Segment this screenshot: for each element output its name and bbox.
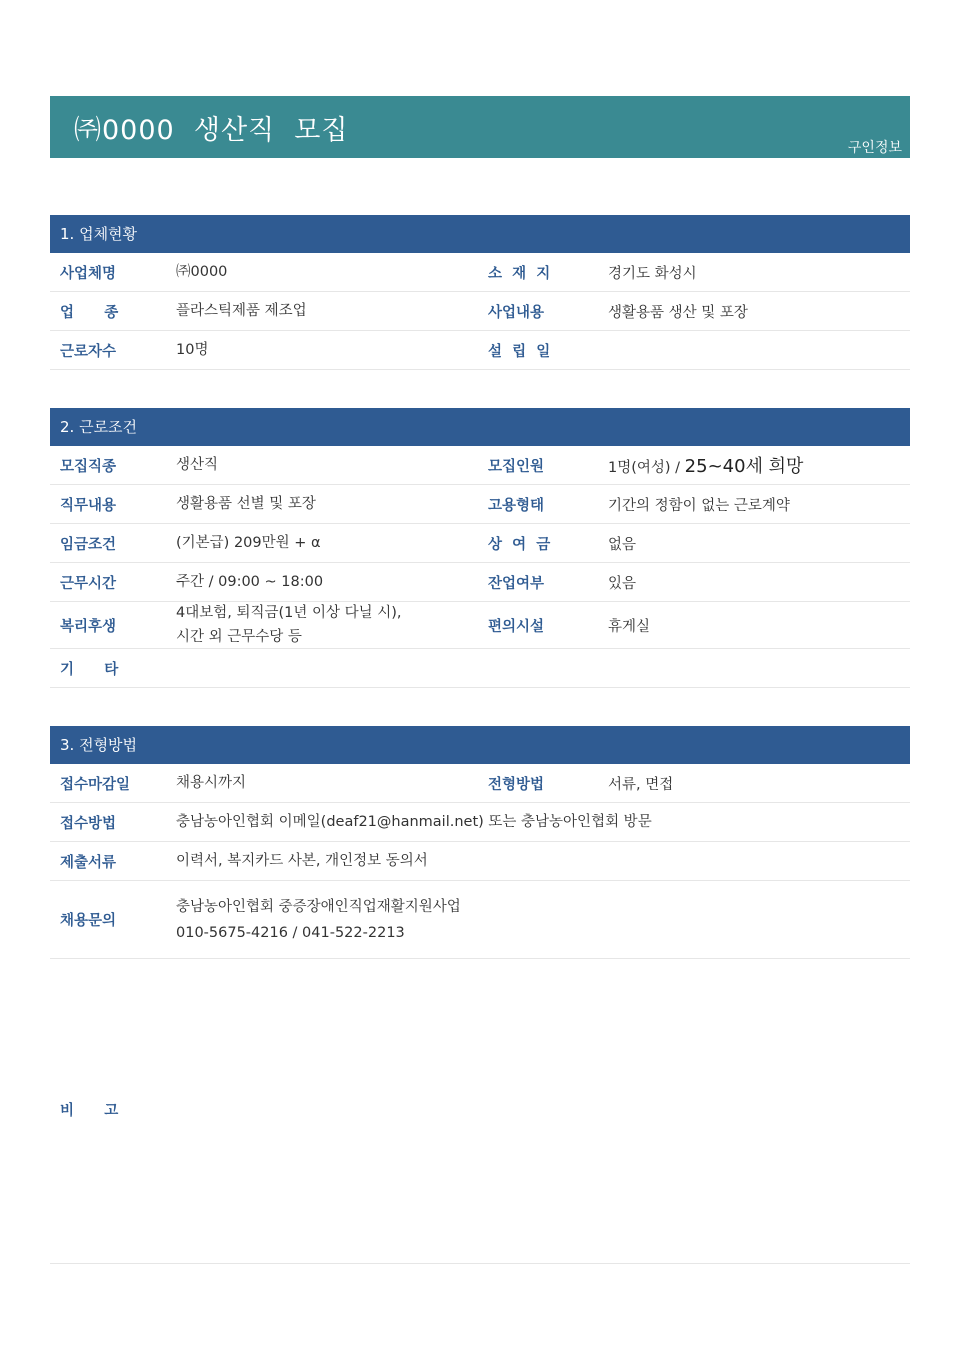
field-value: 생활용품 선별 및 포장	[176, 496, 316, 512]
table-row	[50, 602, 910, 649]
field-label: 잔업여부	[488, 575, 545, 592]
field-label: 전형방법	[488, 776, 545, 793]
table-row	[50, 563, 910, 602]
page-subtitle: 구인정보	[847, 140, 902, 156]
table-row	[50, 649, 910, 688]
table-row	[50, 292, 910, 331]
field-value: 생활용품 생산 및 포장	[608, 304, 748, 321]
field-label: 모집직종	[60, 458, 117, 475]
field-value: 경기도 화성시	[608, 265, 697, 282]
field-value: 플라스틱제품 제조업	[176, 303, 307, 319]
field-label: 사업내용	[488, 304, 545, 321]
section-company-info	[50, 215, 910, 370]
table-row	[50, 253, 910, 292]
field-label: 업 종	[60, 304, 119, 321]
table-row	[50, 959, 910, 1264]
section-header: 3. 전형방법	[50, 726, 910, 764]
table-row	[50, 331, 910, 370]
table-row	[50, 764, 910, 803]
field-label: 접수마감일	[60, 776, 131, 793]
field-label: 채용문의	[60, 913, 117, 929]
field-label: 상 여 금	[488, 536, 551, 553]
field-value: 있음	[608, 575, 637, 592]
field-value: 기간의 정함이 없는 근로계약	[608, 497, 790, 514]
field-value: 10명	[176, 342, 209, 358]
field-label: 기 타	[60, 661, 119, 678]
field-label: 비 고	[60, 1103, 119, 1119]
field-label: 설 립 일	[488, 343, 551, 360]
field-label: 접수방법	[60, 815, 117, 832]
section-header: 2. 근로조건	[50, 408, 910, 446]
field-value: 없음	[608, 536, 637, 553]
table-row	[50, 524, 910, 563]
table-row	[50, 485, 910, 524]
field-value: 충남농아인협회 중증장애인직업재활지원사업 010-5675-4216 / 041-522-2213	[176, 898, 461, 941]
age-preference: 25~40세 희망	[684, 456, 804, 477]
field-value: 4대보험, 퇴직금(1년 이상 다닐 시), 시간 외 근무수당 등	[176, 605, 402, 645]
field-label: 편의시설	[488, 618, 545, 635]
field-label: 직무내용	[60, 497, 117, 514]
field-label: 모집인원	[488, 458, 545, 475]
field-value: 서류, 면접	[608, 776, 674, 793]
table-row	[50, 881, 910, 959]
field-label: 제출서류	[60, 854, 117, 871]
table-row	[50, 803, 910, 842]
field-value: (기본급) 209만원 + α	[176, 535, 321, 551]
field-value: 이력서, 복지카드 사본, 개인정보 동의서	[176, 853, 428, 869]
field-value: 충남농아인협회 이메일(deaf21@hanmail.net) 또는 충남농아인협회 방문	[176, 814, 652, 830]
page-title: ㈜0000 생산직 모집	[74, 115, 349, 146]
field-value: 주간 / 09:00 ~ 18:00	[176, 574, 324, 590]
section-working-conditions	[50, 408, 910, 688]
field-value: 채용시까지	[176, 775, 247, 791]
table-row	[50, 842, 910, 881]
title-bar	[50, 96, 910, 158]
field-label: 고용형태	[488, 497, 545, 514]
field-label: 소 재 지	[488, 265, 551, 282]
field-label: 근무시간	[60, 575, 117, 592]
field-value	[608, 452, 910, 478]
recruit-count: 1명(여성) /	[608, 460, 685, 476]
field-label: 사업체명	[60, 265, 117, 282]
section-header: 1. 업체현황	[50, 215, 910, 253]
field-label: 근로자수	[60, 343, 117, 360]
field-value: 생산직	[176, 457, 219, 473]
field-value: ㈜0000	[176, 264, 228, 280]
field-label: 임금조건	[60, 536, 117, 553]
section-selection-method	[50, 726, 910, 1264]
table-row	[50, 446, 910, 485]
job-posting-page	[50, 96, 910, 1264]
field-label: 복리후생	[60, 618, 117, 635]
field-value: 휴게실	[608, 618, 651, 635]
